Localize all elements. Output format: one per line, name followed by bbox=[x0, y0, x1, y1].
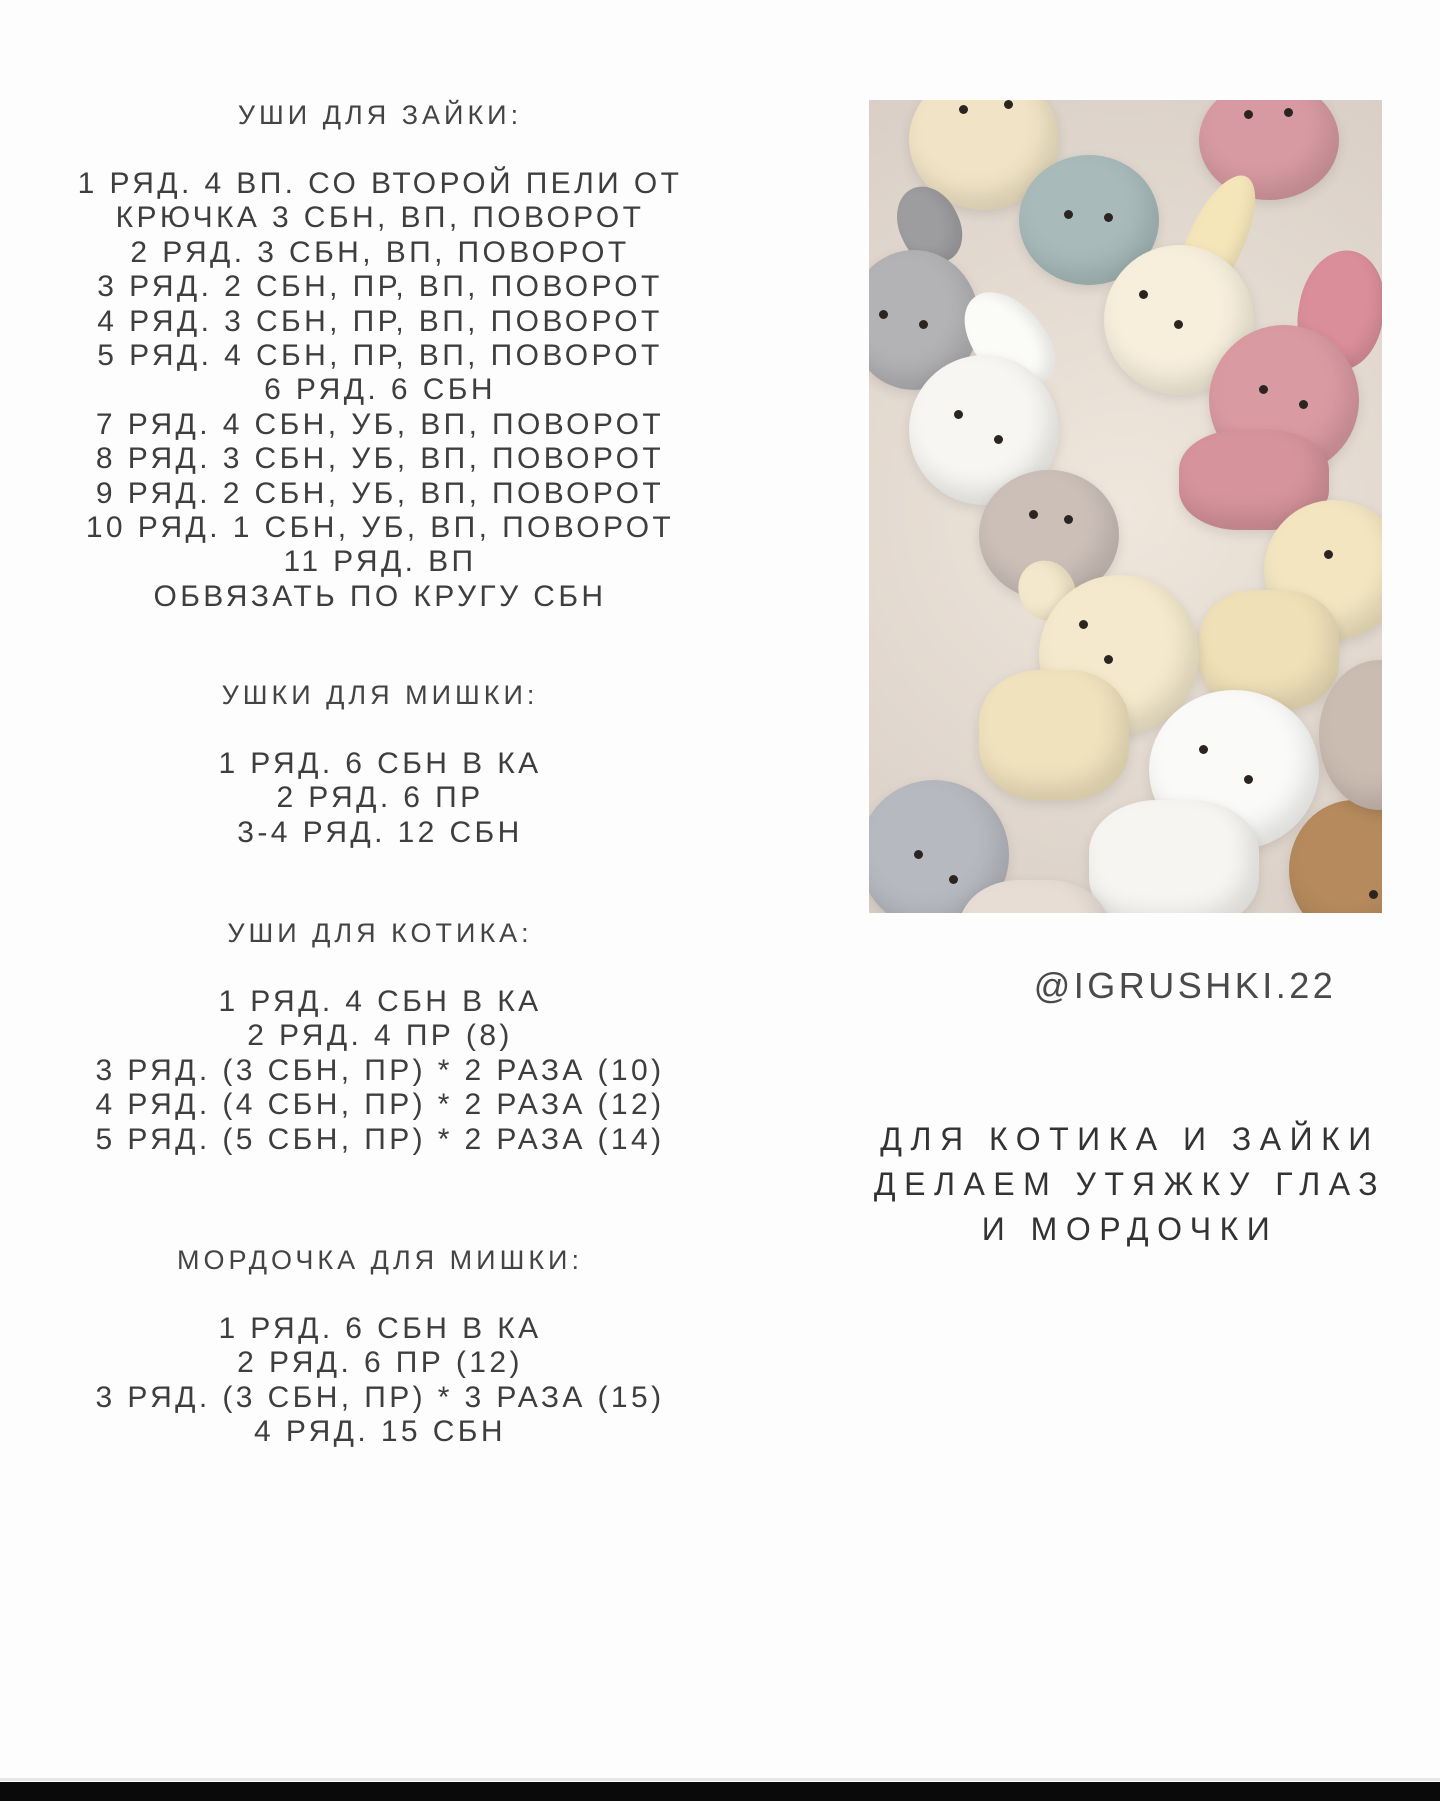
pattern-row: 11 РЯД. ВП bbox=[283, 545, 477, 579]
pattern-row: 1 РЯД. 6 СБН В КА bbox=[218, 747, 542, 780]
toy-eye bbox=[1104, 213, 1113, 222]
toy-eye bbox=[1244, 775, 1253, 784]
toy-eye bbox=[994, 435, 1003, 444]
bottom-bar bbox=[0, 1782, 1440, 1801]
pattern-row: 4 РЯД. (4 СБН, ПР) * 2 РАЗА (12) bbox=[95, 1088, 665, 1122]
pattern-row: 3-4 РЯД. 12 СБН bbox=[237, 815, 523, 849]
pattern-row: 4 РЯД. 3 СБН, ПР, ВП, ПОВОРОТ bbox=[97, 304, 663, 338]
pattern-row: 5 РЯД. (5 СБН, ПР) * 2 РАЗА (14) bbox=[95, 1122, 665, 1156]
note-line: И МОРДОЧКИ bbox=[981, 1211, 1279, 1247]
toy-eye bbox=[1079, 620, 1088, 629]
pattern-row: 2 РЯД. 6 ПР (12) bbox=[237, 1346, 523, 1380]
pattern-row: 2 РЯД. 4 ПР (8) bbox=[247, 1019, 513, 1053]
divider bbox=[0, 1778, 1440, 1781]
pattern-row: 9 РЯД. 2 СБН, УБ, ВП, ПОВОРОТ bbox=[95, 476, 665, 510]
toy-eye bbox=[1174, 320, 1183, 329]
instagram-handle: @IGRUSHKI.22 bbox=[1033, 965, 1337, 1006]
plush-toys-photo bbox=[869, 100, 1382, 913]
section-cat-ears bbox=[30, 916, 730, 1157]
toy-eye bbox=[954, 410, 963, 419]
pattern-row: 2 РЯД. 3 СБН, ВП, ПОВОРОТ bbox=[130, 235, 630, 269]
toy-eye bbox=[914, 850, 923, 859]
section-bear-muzzle bbox=[30, 1243, 730, 1450]
toy-cream-body bbox=[979, 670, 1129, 800]
section-title: УШИ ДЛЯ КОТИКА: bbox=[227, 918, 533, 948]
toy-eye bbox=[1004, 100, 1013, 109]
section-title: УШИ ДЛЯ ЗАЙКИ: bbox=[237, 100, 523, 130]
toy-eye bbox=[1064, 210, 1073, 219]
pattern-row: 1 РЯД. 4 СБН В КА bbox=[218, 985, 542, 1018]
section-title: МОРДОЧКА ДЛЯ МИШКИ: bbox=[177, 1245, 583, 1275]
toy-eye bbox=[1299, 400, 1308, 409]
toy-eye bbox=[1199, 745, 1208, 754]
toy-eye bbox=[1369, 890, 1378, 899]
note-line: ДЛЯ КОТИКА И ЗАЙКИ bbox=[880, 1121, 1380, 1157]
toy-white-body bbox=[1089, 800, 1259, 913]
pattern-row: 3 РЯД. 2 СБН, ПР, ВП, ПОВОРОТ bbox=[97, 270, 663, 304]
section-bear-ears bbox=[30, 678, 730, 850]
pattern-row: 8 РЯД. 3 СБН, УБ, ВП, ПОВОРОТ bbox=[95, 442, 665, 476]
pattern-row: 6 РЯД. 6 СБН bbox=[264, 373, 496, 407]
toy-eye bbox=[1259, 385, 1268, 394]
toy-eye bbox=[1324, 550, 1333, 559]
note-text bbox=[850, 1117, 1410, 1252]
pattern-row: 1 РЯД. 4 ВП. СО ВТОРОЙ ПЕЛИ ОТ bbox=[77, 167, 683, 200]
toy-eye bbox=[1244, 110, 1253, 119]
toy-eye bbox=[1029, 510, 1038, 519]
toy-eye bbox=[879, 310, 888, 319]
pattern-row: 2 РЯД. 6 ПР bbox=[276, 781, 484, 815]
toy-eye bbox=[1064, 515, 1073, 524]
pattern-row: 10 РЯД. 1 СБН, УБ, ВП, ПОВОРОТ bbox=[85, 511, 675, 545]
toy-eye bbox=[919, 320, 928, 329]
pattern-row: 7 РЯД. 4 СБН, УБ, ВП, ПОВОРОТ bbox=[95, 407, 665, 441]
toy-eye bbox=[1104, 655, 1113, 664]
pattern-row: КРЮЧКА 3 СБН, ВП, ПОВОРОТ bbox=[115, 201, 645, 235]
row-list bbox=[30, 985, 730, 1157]
toy-eye bbox=[1139, 290, 1148, 299]
pattern-row: 5 РЯД. 4 СБН, ПР, ВП, ПОВОРОТ bbox=[97, 339, 663, 373]
note-line: ДЕЛАЕМ УТЯЖКУ ГЛАЗ bbox=[873, 1166, 1387, 1202]
row-list bbox=[30, 1312, 730, 1450]
section-title: УШКИ ДЛЯ МИШКИ: bbox=[221, 680, 539, 710]
pattern-row: 1 РЯД. 6 СБН В КА bbox=[218, 1312, 542, 1345]
toy-eye bbox=[949, 875, 958, 884]
pattern-row: 4 РЯД. 15 СБН bbox=[254, 1415, 506, 1449]
toy-eye bbox=[1284, 108, 1293, 117]
section-bunny-ears bbox=[30, 98, 730, 614]
row-list bbox=[30, 747, 730, 850]
toy-eye bbox=[959, 105, 968, 114]
row-list bbox=[30, 167, 730, 614]
pattern-row: 3 РЯД. (3 СБН, ПР) * 2 РАЗА (10) bbox=[95, 1053, 665, 1087]
toy-brown-bear bbox=[1289, 800, 1382, 913]
pattern-row: ОБВЯЗАТЬ ПО КРУГУ СБН bbox=[153, 579, 607, 613]
pattern-row: 3 РЯД. (3 СБН, ПР) * 3 РАЗА (15) bbox=[95, 1380, 665, 1414]
